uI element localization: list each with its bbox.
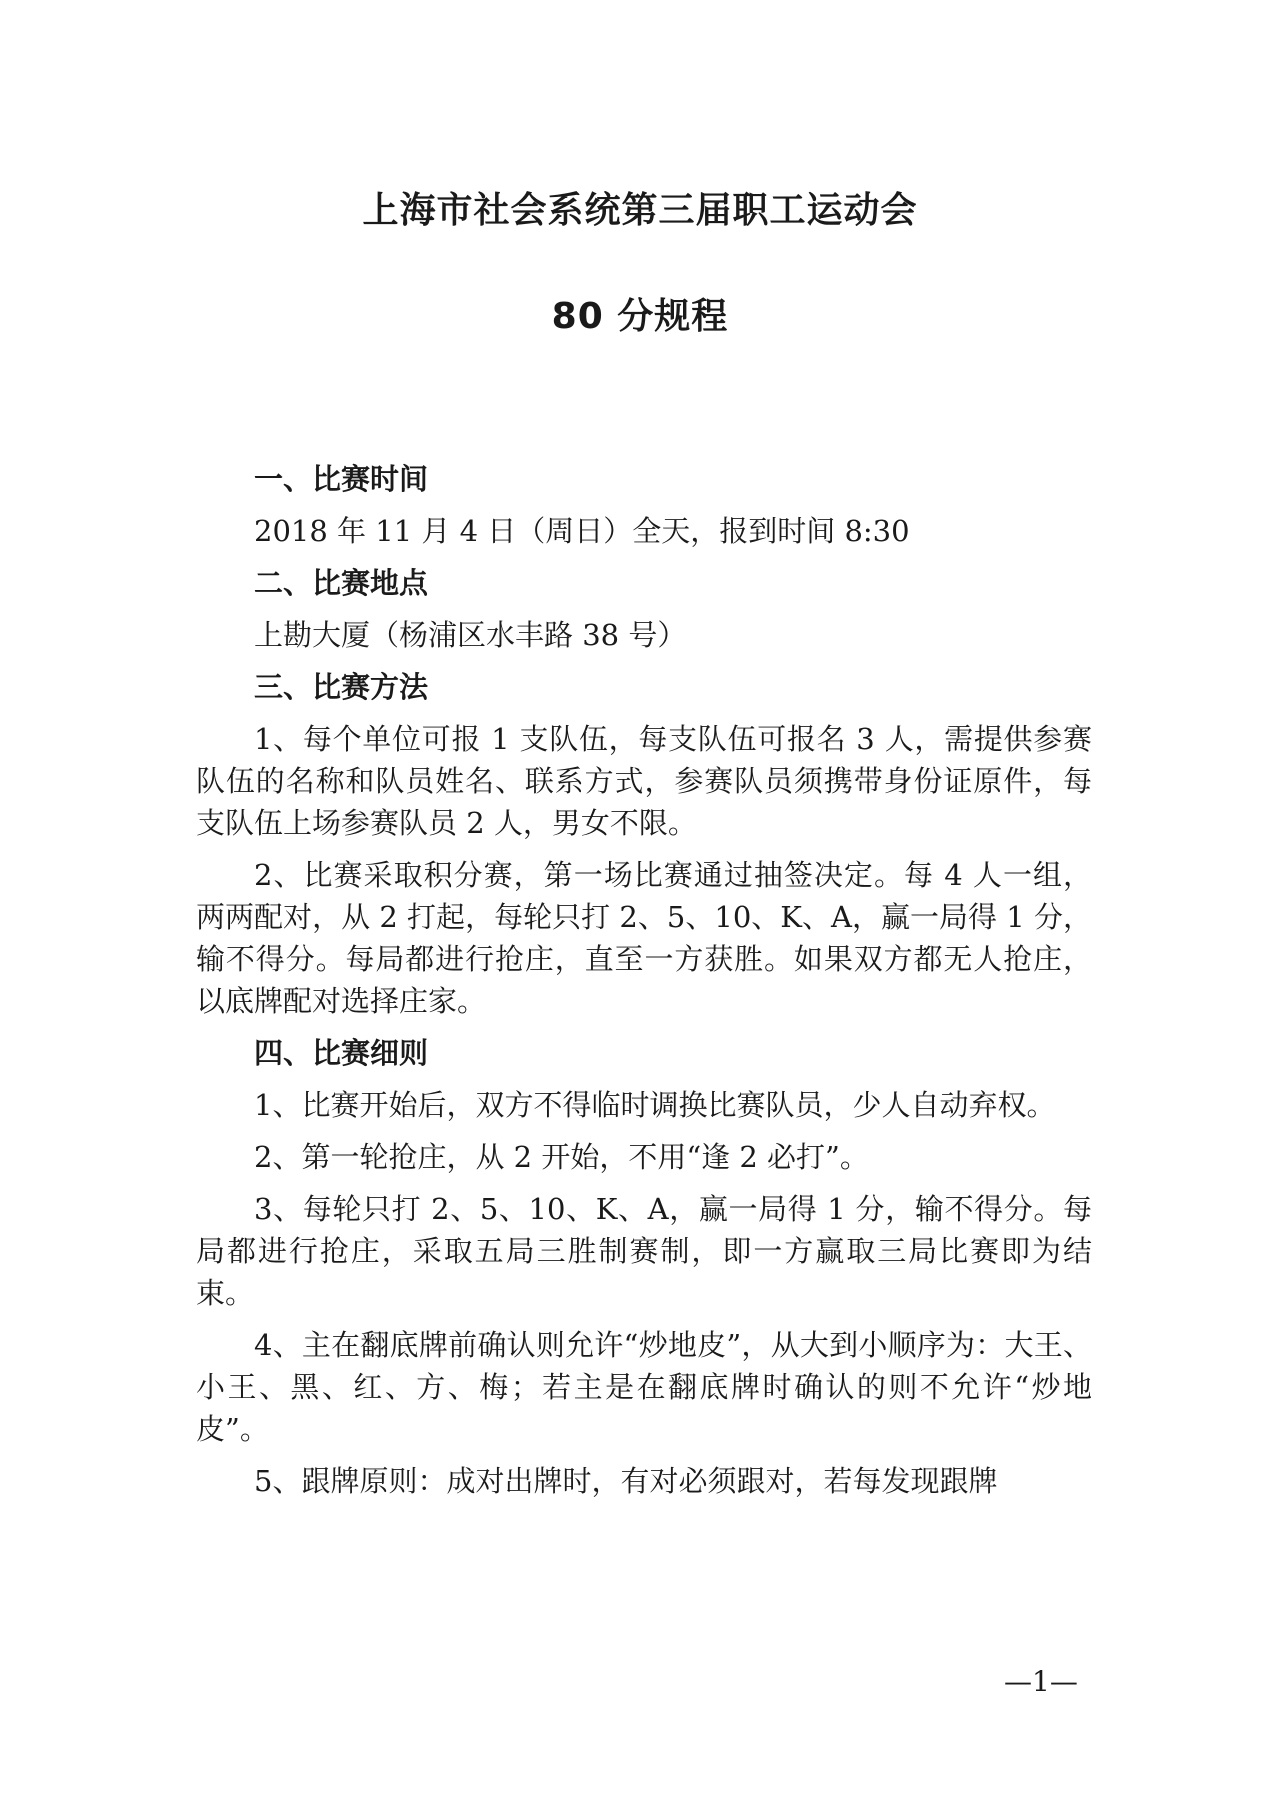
rules-paragraph-1: 1、比赛开始后，双方不得临时调换比赛队员，少人自动弃权。	[254, 1088, 1056, 1122]
document-title: 上海市社会系统第三届职工运动会	[362, 190, 918, 231]
document-body	[196, 458, 1092, 1502]
section-heading-time: 一、比赛时间	[254, 462, 429, 496]
section-text-venue: 上勘大厦（杨浦区水丰路 38 号）	[254, 618, 687, 652]
rules-paragraph-4: 4、主在翻底牌前确认则允许“炒地皮”，从大到小顺序为：大王、小王、黑、红、方、梅；若主是在翻底牌时确认的则不允许“炒地皮”。	[196, 1328, 1092, 1446]
rules-paragraph-5: 5、跟牌原则：成对出牌时，有对必须跟对，若每发现跟牌	[254, 1464, 998, 1498]
rules-paragraph-3: 3、每轮只打 2、5、10、K、A，赢一局得 1 分，输不得分。每局都进行抢庄，采取五局三胜制赛制，即一方赢取三局比赛即为结束。	[196, 1192, 1092, 1310]
section-heading-rules: 四、比赛细则	[254, 1036, 429, 1070]
method-paragraph-2: 2、比赛采取积分赛，第一场比赛通过抽签决定。每 4 人一组，两两配对，从 2 打起，每轮只打 2、5、10、K、A，赢一局得 1 分，输不得分。每局都进行抢庄，直至一方获胜。如果双方都无人抢庄，以底牌配对选择庄家。	[196, 858, 1092, 1018]
rules-paragraph-2: 2、第一轮抢庄，从 2 开始，不用“逢 2 必打”。	[254, 1140, 869, 1174]
section-heading-venue: 二、比赛地点	[254, 566, 429, 600]
page-number: —1—	[1004, 1665, 1078, 1698]
method-paragraph-1: 1、每个单位可报 1 支队伍，每支队伍可报名 3 人，需提供参赛队伍的名称和队员姓名、联系方式，参赛队员须携带身份证原件，每支队伍上场参赛队员 2 人，男女不限。	[196, 722, 1092, 840]
document-subtitle: 80 分规程	[551, 296, 729, 337]
section-text-time: 2018 年 11 月 4 日（周日）全天，报到时间 8:30	[254, 514, 910, 548]
section-heading-method: 三、比赛方法	[254, 670, 429, 704]
